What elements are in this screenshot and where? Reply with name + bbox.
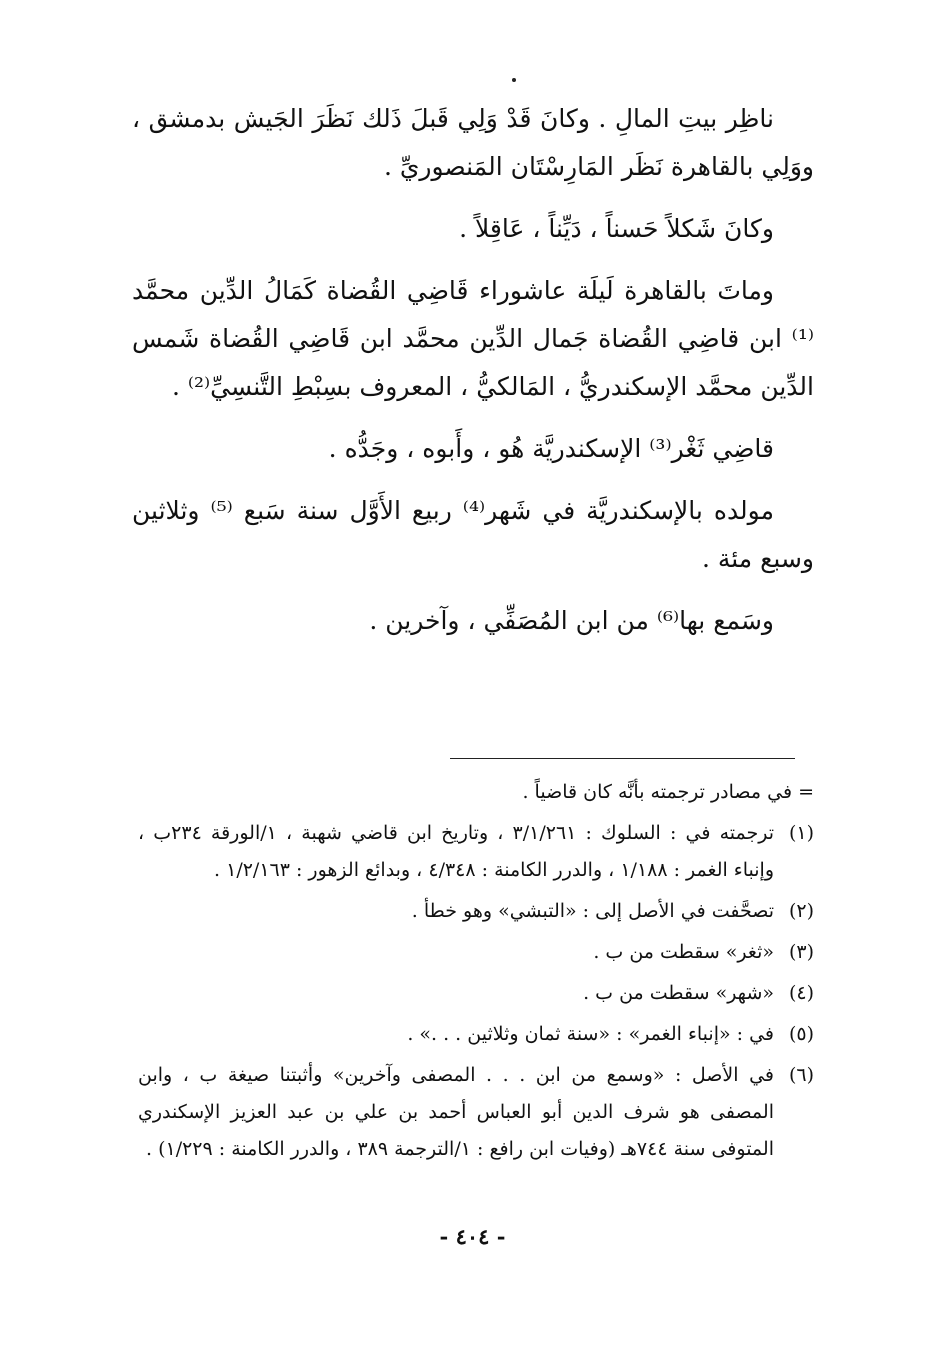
footnote-separator: [450, 758, 795, 759]
footnote-number: (٣): [788, 941, 814, 963]
footnote-number: (٥): [788, 1023, 814, 1045]
main-text: [132, 95, 814, 659]
footnote-text: ترجمته في : السلوك : ٣/١/٢٦١ ، وتاريخ ابن قاضي شهبة ، ١/الورقة ٢٣٤ب ، وإنباء الغمر : ١/١٨٨ ، والدرر الكامنة : ٤/٣٤٨ ، وبدائع الزهور : ١/٢/١٦٣ .: [138, 822, 774, 881]
body-paragraph-2: وكانَ شَكلاً حَسناً ، دَيِّناً ، عَاقِلاً .: [459, 214, 774, 243]
footnote-number: (١): [788, 822, 814, 844]
footnote-text: تصحَّفت في الأصل إلى : «التبشي» وهو خطأ .: [411, 900, 774, 922]
body-paragraph-4: قاضِي ثَغْر⁽³⁾ الإسكندريَّة هُو ، وأَبوه ، وجَدُّه .: [328, 434, 774, 463]
body-paragraph-5: مولده بالإسكندريَّة في شَهر⁽⁴⁾ ربيع الأَوَّل سنة سَبع ⁽⁵⁾ وثلاثين وسبع مئة .: [132, 496, 814, 573]
footnote-2: [138, 893, 814, 930]
body-paragraph-1: ناظِر بيتِ المالِ . وكانَ قَدْ وَلِي قَبلَ ذَلك نَظَرَ الجَيش بدمشق ، ووَلِي بالقاهرة نَظَر المَارِسْتَان المَنصوريِّ .: [132, 104, 814, 181]
footnote-text: في : «إنباء الغمر» : «سنة ثمان وثلاثين . . .» .: [407, 1023, 774, 1045]
body-paragraph-6: وسَمع بها⁽⁶⁾ من ابن المُصَفِّي ، وآخرين .: [369, 606, 774, 635]
body-paragraph-3: وماتَ بالقاهرة لَيلَة عاشوراء قَاضِي القُضاة كَمَالُ الدِّين محمَّد ⁽¹⁾ ابن قاضِي القُضاة جَمال الدِّين محمَّد ابن قَاضِي القُضاة شَمس الدِّين محمَّد الإسكندريُّ ، المَالكيُّ ، المعروف بسِبْطِ التَّنسِيِّ⁽²⁾ .: [132, 276, 814, 401]
footnote-continuation-text: = في مصادر ترجمته بأنَّه كان قاضياً .: [522, 781, 814, 803]
footnote-number: (٢): [788, 900, 814, 922]
footnote-text: في الأصل : «وسمع من ابن . . . المصفى وآخرين» وأثبتنا صيغة ب ، وابن المصفى هو شرف الدين أبو العباس أحمد بن علي بن عبد العزيز الإسكندري المتوفى سنة ٧٤٤هـ (وفيات ابن رافع : ١/الترجمة ٣٨٩ ، والدرر الكامنة : ١/٢٢٩) .: [138, 1064, 774, 1160]
header-dot: [512, 78, 516, 82]
page-number: - ٤٠٤ -: [439, 1224, 506, 1249]
footnote-text: «ثغر» سقطت من ب .: [593, 941, 774, 963]
footnotes: [138, 774, 814, 1172]
footnote-3: [138, 934, 814, 971]
footnote-1: [138, 815, 814, 889]
footnote-number: (٦): [788, 1064, 814, 1086]
footnote-number: (٤): [788, 982, 814, 1004]
footnote-4: [138, 975, 814, 1012]
footnote-5: [138, 1016, 814, 1053]
footnote-6: [138, 1057, 814, 1168]
footnote-text: «شهر» سقطت من ب .: [583, 982, 774, 1004]
footnote-continuation: [138, 774, 814, 811]
